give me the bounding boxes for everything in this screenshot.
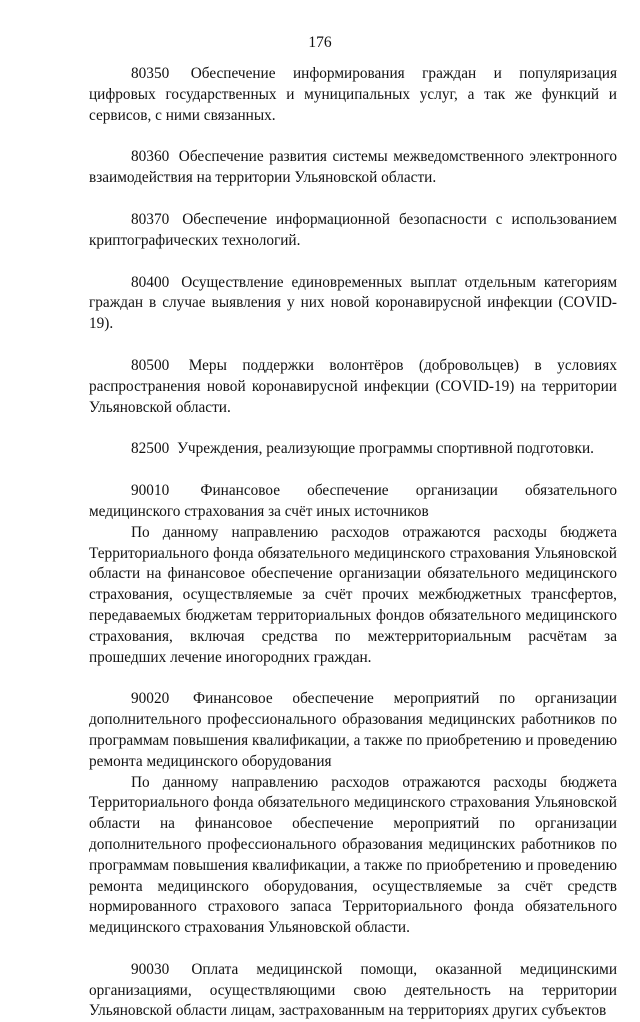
entry-title: Обеспечение развития системы межведомственного электронного взаимодействия на территории Ульяновской области. [89,148,617,187]
entry-82500 [89,439,617,460]
entry-90020 [89,689,617,772]
entry-code: 90010 [131,482,170,500]
entry-code: 82500 [131,440,170,458]
entry-code: 80370 [131,210,170,228]
document-body [89,64,617,1022]
entry-title: Финансовое обеспечение организации обязательного медицинского страхования за счёт иных источников [89,482,618,520]
entry-description: По данному направлению расходов отражаются расходы бюджета Территориального фонда обязательного медицинского страхования Ульяновской области на финансовое обеспечение организации обязательного медицинского страхования, осуществляемые за счёт прочих межбюджетных трансфертов, передаваемых бюджетам территориальных фондов обязательного медицинского страхования, включая средства по межтерриториальным расчётам за прошедших лечение иногородних граждан. [89,523,617,666]
entry-code: 90030 [131,960,170,978]
entry-code: 80400 [131,273,170,291]
entry-80400 [89,273,617,335]
entry-description: По данному направлению расходов отражаются расходы бюджета Территориального фонда обязательного медицинского страхования Ульяновской области на финансовое обеспечение мероприятий по организации дополнительного профессионального образования медицинских работников по программам повышения квалификации, а также по приобретению и проведению ремонта медицинского оборудования, осуществляемые за счёт средств нормированного страхового запаса Территориального фонда обязательного медицинского страхования Ульяновской области. [89,773,617,937]
entry-code: 90020 [131,690,170,708]
entry-title: Обеспечение информирования граждан и популяризация цифровых государственных и муниципальных услуг, а так же функций и сервисов, с ними связанных. [89,65,618,124]
entry-80500 [89,356,617,418]
entry-title: Меры поддержки волонтёров (добровольцев) в условиях распространения новой коронавирусной инфекции (COVID-19) на территории Ульяновской области. [89,356,617,416]
entry-80370 [89,210,617,252]
entry-80350 [89,64,617,126]
entry-code: 80350 [131,65,170,82]
entry-90010 [89,481,617,523]
entry-title: Обеспечение информационной безопасности с использованием криптографических технологий. [89,210,617,249]
entry-title: Финансовое обеспечение мероприятий по организации дополнительного профессионального образования медицинских работников по программам повышения квалификации, а также по приобретению и проведению ремонта медицинского оборудования [89,690,617,770]
entry-code: 80500 [131,356,170,374]
entry-code: 80360 [131,148,170,166]
entry-90030 [89,960,617,1022]
entry-80360 [89,147,617,189]
entry-title: Оплата медицинской помощи, оказанной медицинскими организациями, осуществляющими свою деятельность на территории Ульяновской области лицам, застрахованным на территориях других субъектов [89,960,618,1020]
entry-title: Учреждения, реализующие программы спортивной подготовки. [177,440,594,458]
page-number: 176 [308,34,332,51]
entry-title: Осуществление единовременных выплат отдельным категориям граждан в случае выявления у них новой коронавирусной инфекции (COVID-19). [89,273,618,333]
